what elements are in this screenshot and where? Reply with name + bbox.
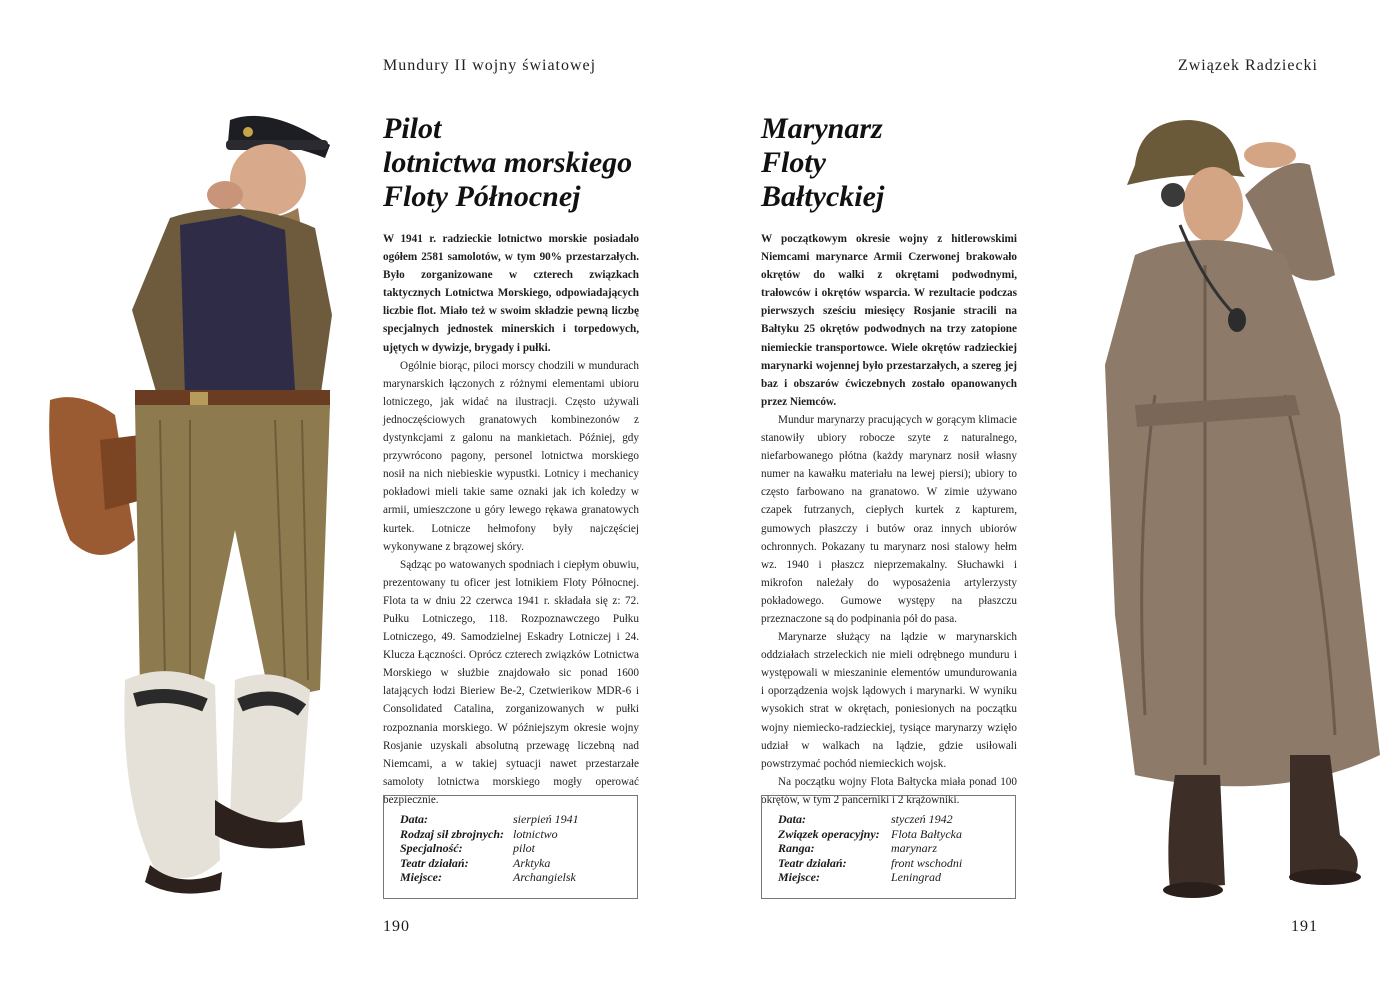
paragraph: Mundur marynarzy pracujących w gorącym klimacie stanowiły ubiory robocze szyte z naturalnego, niefarbowanego płótna (każdy marynarz nosił własny numer na kawałku materiału na lewej piersi); ubiory to często farbowano na granatowo. W zimie używano czapek futrzanych, ciepłych kurtek z kapturem, gumowych płaszczy i butów oraz innych ubiorów ochronnych. Pokazany tu marynarz nosi stalowy hełm wz. 1940 i płaszcz nieprzemakalny. Słuchawki i mikrofon należały do wyposażenia artylerzysty pokładowego. Gumowe występy na płaszczu przeznaczone są do podpinania pół do pasa. — [761, 413, 1017, 625]
sailor-figure-image — [1095, 115, 1385, 905]
right-page — [700, 0, 1400, 983]
info-label: Specjalność: — [400, 841, 463, 856]
sailor-illustration — [1095, 115, 1385, 905]
lead-paragraph: W 1941 r. radzieckie lotnictwo morskie posiadało ogółem 2581 samolotów, w tym 90% przestarzałych. Było zorganizowane w czterech związkach taktycznych Lotnictwa Morskiego, odpowiadających liczbie flot. Miało też w swoim składzie pewną liczbę specjalnych jednostek minerskich i torpedowych, ujętych w dywizje, brygady i pułki. — [383, 233, 639, 354]
info-row — [778, 856, 1005, 871]
info-value: Archangielsk — [513, 870, 576, 885]
info-label: Rodzaj sił zbrojnych: — [400, 826, 505, 841]
info-value: pilot — [513, 841, 536, 856]
info-row — [400, 856, 627, 871]
info-row — [400, 812, 627, 827]
info-value: styczeń 1942 — [891, 812, 953, 826]
title-line: lotnictwa morskiego — [383, 146, 633, 179]
info-row — [400, 841, 627, 856]
info-label: Teatr działań: — [400, 855, 469, 870]
info-box — [761, 795, 1016, 899]
info-value: Flota Bałtycka — [891, 826, 962, 841]
page-number: 190 — [383, 918, 410, 935]
info-value: Arktyka — [513, 855, 551, 870]
info-row — [778, 841, 1005, 856]
page-number: 191 — [1291, 918, 1318, 935]
article-body — [761, 230, 1017, 809]
info-label: Miejsce: — [400, 870, 442, 885]
info-value: lotnictwo — [513, 826, 558, 841]
info-value: sierpień 1941 — [513, 812, 579, 826]
info-row — [400, 870, 627, 885]
info-box — [383, 795, 638, 899]
page-title — [761, 112, 1041, 214]
title-line: Marynarz — [761, 112, 883, 145]
info-value: Leningrad — [891, 870, 942, 885]
title-line: Bałtyckiej — [761, 180, 885, 213]
page-title — [383, 112, 683, 214]
info-value: marynarz — [891, 841, 938, 856]
paragraph: Sądząc po watowanych spodniach i ciepłym obuwiu, prezentowany tu oficer jest lotnikiem Floty Północnej. Flota ta w dniu 22 czerwca 1941 r. składała się z: 72. Pułku Lotniczego, 118. Rozpoznawczego Pułku Lotniczego, 49. Samodzielnej Eskadry Lotniczej i 24. Klucza Łączności. Oprócz czterech związków Lotnictwa Morskiego w służbie znajdowało sic ponad 1600 latających łodzi Bieriew Be-2, Czetwierikow MDR-6 i Consolidated Catalina, zorganizowanych w pułki rozpoznania morskiego. W późniejszym okresie wojny Rosjanie uzyskali absolutną przewagę liczebną nad Niemcami, a w takiej sytuacji nawet przestarzałe samoloty lotnictwa morskiego mogły operować bezpiecznie. — [383, 558, 639, 806]
pilot-figure-image — [40, 100, 345, 900]
info-label: Teatr działań: — [778, 855, 847, 870]
pilot-illustration — [40, 100, 345, 900]
info-row — [778, 827, 1005, 842]
info-label: Związek operacyjny: — [778, 826, 880, 841]
title-line: Floty — [761, 146, 826, 179]
info-row — [400, 827, 627, 842]
info-label: Data: — [400, 812, 428, 826]
paragraph: Ogólnie biorąc, piloci morscy chodzili w mundurach marynarskich łączonych z różnymi elementami ubioru lotniczego, jak widać na ilustracji. Często używali jednoczęściowych granatowych kombinezonów z dystynkcjami z galonu na mankietach. Później, gdy przywrócono pagony, personel lotnictwa morskiego nosił na nich niebieskie wypustki. Lotnicy i mechanicy pokładowi mieli takie same oznaki jak ich koledzy w armii, umieszczone u góry lewego rękawa granatowych kurtek. Lotnicze hełmofony były najczęściej wykonywane z brązowej skóry. — [383, 359, 639, 553]
lead-paragraph: W początkowym okresie wojny z hitlerowskimi Niemcami marynarce Armii Czerwonej brakowało okrętów do walki z okrętami podwodnymi, trałowców i okrętów wsparcia. W rezultacie podczas pierwszych sześciu miesięcy Rosjanie stracili na Bałtyku 25 okrętów podwodnych na trzy zatopione niemieckie transportowce. Wiele okrętów radzieckiej marynarki wojennej było przestarzałych, a szereg jej baz i obszarów ćwiczebnych zostało opanowanych przez Niemców. — [761, 233, 1017, 408]
info-row — [778, 812, 1005, 827]
title-line: Pilot — [383, 112, 442, 145]
info-row — [778, 870, 1005, 885]
paragraph: Na początku wojny Flota Bałtycka miała ponad 100 okrętów, w tym 2 pancerniki i 2 krążowniki. — [761, 775, 1017, 806]
info-label: Data: — [778, 812, 806, 826]
title-line: Floty Północnej — [383, 180, 581, 213]
paragraph: Marynarze służący na lądzie w marynarskich oddziałach strzeleckich nie mieli odrębnego munduru i występowali w mieszaninie elementów umundurowania i oporządzenia wojsk lądowych i marynarki. W wyniku wysokich strat w okrętach, poniesionych na początku wojny niemiecko-radzieckiej, tysiące marynarzy wzięło udział w walkach na lądzie, gdzie usiłowali powstrzymać pochód niemieckich wojsk. — [761, 631, 1017, 770]
info-value: front wschodni — [891, 855, 963, 870]
info-label: Ranga: — [778, 841, 815, 856]
info-label: Miejsce: — [778, 870, 820, 885]
running-head: Mundury II wojny światowej — [383, 57, 597, 74]
running-head: Związek Radziecki — [1177, 57, 1318, 74]
article-body — [383, 230, 639, 809]
